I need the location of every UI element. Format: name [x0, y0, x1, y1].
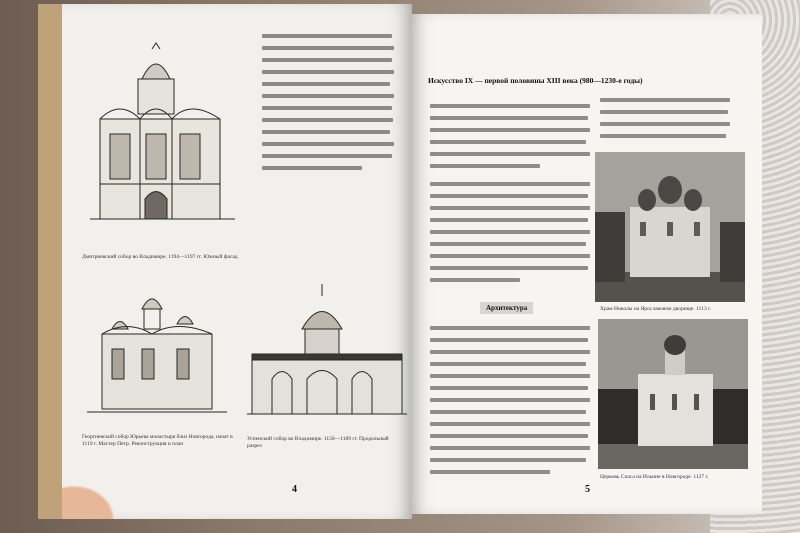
photo-nikola-church	[595, 152, 745, 302]
georgievsky-cathedral-drawing	[82, 284, 232, 424]
caption-dmitrievsky: Дмитриевский собор во Владимире. 1194—1197 гг. Южный фасад	[82, 254, 238, 260]
left-page-number: 4	[292, 484, 297, 495]
caption-georgievsky: Георгиевский собор Юрьева монастыря близ Новгорода, начат в 1119 г. Мастер Петр. Реконструкция и план	[82, 434, 233, 447]
photo-spas-church	[598, 319, 748, 469]
dmitrievsky-cathedral-drawing	[90, 39, 240, 249]
architecture-subheading: Архитектура	[480, 302, 533, 314]
right-page	[410, 14, 762, 514]
right-page-number: 5	[585, 484, 590, 495]
caption-photo-2: Церковь Спаса на Ильине в Новгороде. 1127 г.	[600, 474, 709, 480]
thumb	[62, 479, 122, 519]
caption-photo-1: Храм Николы на Ярославовом дворище. 1113 г.	[600, 306, 712, 312]
section-heading: Искусство IX — первой половины XIII века (980—1230-е годы)	[428, 76, 643, 85]
caption-uspensky: Успенский собор во Владимире. 1158—1189 гг. Продольный разрез	[247, 436, 389, 449]
uspensky-cathedral-section	[247, 284, 407, 424]
left-page	[62, 4, 412, 519]
